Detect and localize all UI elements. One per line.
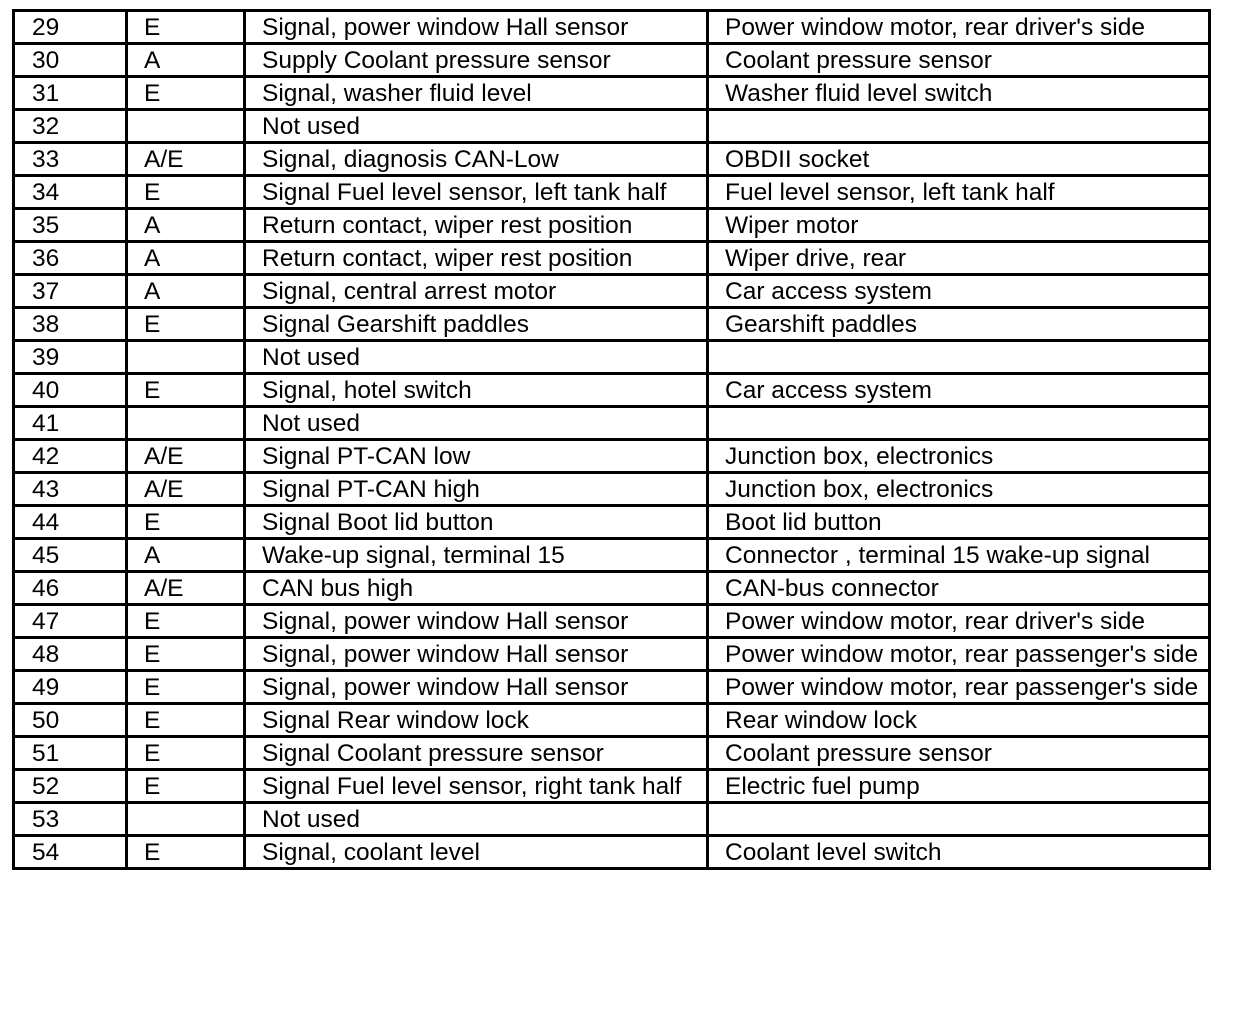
component-cell: Coolant pressure sensor <box>708 44 1210 77</box>
table-row <box>14 407 1210 440</box>
signal-description-cell: Signal, central arrest motor <box>245 275 708 308</box>
signal-type-cell <box>127 407 245 440</box>
signal-type-cell: E <box>127 605 245 638</box>
signal-description-cell: Signal, power window Hall sensor <box>245 11 708 44</box>
table-row <box>14 704 1210 737</box>
signal-description-cell: Signal Fuel level sensor, right tank half <box>245 770 708 803</box>
pin-number-cell: 51 <box>14 737 127 770</box>
signal-type-cell: A <box>127 242 245 275</box>
table-row <box>14 374 1210 407</box>
table-row <box>14 110 1210 143</box>
signal-type-cell: A/E <box>127 473 245 506</box>
signal-type-cell: A/E <box>127 572 245 605</box>
pin-number-cell: 39 <box>14 341 127 374</box>
pin-number-cell: 44 <box>14 506 127 539</box>
signal-description-cell: Wake-up signal, terminal 15 <box>245 539 708 572</box>
signal-type-cell: A <box>127 539 245 572</box>
component-cell: Fuel level sensor, left tank half <box>708 176 1210 209</box>
signal-description-cell: Signal Coolant pressure sensor <box>245 737 708 770</box>
signal-type-cell: E <box>127 836 245 869</box>
signal-description-cell: Not used <box>245 110 708 143</box>
signal-type-cell: A <box>127 44 245 77</box>
table-row <box>14 44 1210 77</box>
pin-number-cell: 35 <box>14 209 127 242</box>
component-cell: Rear window lock <box>708 704 1210 737</box>
pin-number-cell: 46 <box>14 572 127 605</box>
component-cell: Car access system <box>708 275 1210 308</box>
table-row <box>14 770 1210 803</box>
table-row <box>14 176 1210 209</box>
table-row <box>14 308 1210 341</box>
component-cell: Power window motor, rear driver's side <box>708 11 1210 44</box>
signal-description-cell: Signal Boot lid button <box>245 506 708 539</box>
component-cell: Coolant level switch <box>708 836 1210 869</box>
pin-number-cell: 32 <box>14 110 127 143</box>
signal-description-cell: Not used <box>245 803 708 836</box>
component-cell: Connector , terminal 15 wake-up signal <box>708 539 1210 572</box>
pin-number-cell: 36 <box>14 242 127 275</box>
signal-description-cell: Not used <box>245 407 708 440</box>
pin-number-cell: 29 <box>14 11 127 44</box>
component-cell: Power window motor, rear passenger's side <box>708 638 1210 671</box>
pin-number-cell: 31 <box>14 77 127 110</box>
signal-type-cell: E <box>127 737 245 770</box>
component-cell: OBDII socket <box>708 143 1210 176</box>
pin-number-cell: 49 <box>14 671 127 704</box>
signal-description-cell: CAN bus high <box>245 572 708 605</box>
signal-description-cell: Signal, power window Hall sensor <box>245 671 708 704</box>
table-row <box>14 143 1210 176</box>
signal-type-cell: A <box>127 209 245 242</box>
pin-number-cell: 38 <box>14 308 127 341</box>
pin-number-cell: 48 <box>14 638 127 671</box>
signal-description-cell: Signal, coolant level <box>245 836 708 869</box>
signal-description-cell: Signal, diagnosis CAN-Low <box>245 143 708 176</box>
signal-description-cell: Signal PT-CAN high <box>245 473 708 506</box>
component-cell: Wiper motor <box>708 209 1210 242</box>
pin-assignment-table <box>12 9 1211 870</box>
pin-number-cell: 33 <box>14 143 127 176</box>
pin-number-cell: 30 <box>14 44 127 77</box>
pin-number-cell: 45 <box>14 539 127 572</box>
signal-description-cell: Signal, washer fluid level <box>245 77 708 110</box>
table-row <box>14 803 1210 836</box>
signal-description-cell: Signal Fuel level sensor, left tank half <box>245 176 708 209</box>
signal-type-cell: A/E <box>127 143 245 176</box>
signal-type-cell: E <box>127 374 245 407</box>
component-cell: Junction box, electronics <box>708 440 1210 473</box>
table-row <box>14 506 1210 539</box>
pin-number-cell: 53 <box>14 803 127 836</box>
pin-number-cell: 34 <box>14 176 127 209</box>
table-row <box>14 77 1210 110</box>
signal-type-cell: E <box>127 638 245 671</box>
pin-number-cell: 52 <box>14 770 127 803</box>
component-cell: Coolant pressure sensor <box>708 737 1210 770</box>
signal-type-cell: A <box>127 275 245 308</box>
component-cell: Power window motor, rear driver's side <box>708 605 1210 638</box>
signal-type-cell <box>127 803 245 836</box>
signal-type-cell: E <box>127 77 245 110</box>
signal-description-cell: Return contact, wiper rest position <box>245 209 708 242</box>
table-row <box>14 539 1210 572</box>
signal-description-cell: Signal, power window Hall sensor <box>245 605 708 638</box>
pin-number-cell: 42 <box>14 440 127 473</box>
signal-type-cell: E <box>127 506 245 539</box>
signal-type-cell: E <box>127 671 245 704</box>
signal-description-cell: Signal PT-CAN low <box>245 440 708 473</box>
pin-number-cell: 47 <box>14 605 127 638</box>
component-cell <box>708 341 1210 374</box>
signal-type-cell: E <box>127 308 245 341</box>
table-row <box>14 605 1210 638</box>
table-row <box>14 341 1210 374</box>
table-row <box>14 638 1210 671</box>
signal-type-cell <box>127 341 245 374</box>
signal-type-cell <box>127 110 245 143</box>
pin-number-cell: 54 <box>14 836 127 869</box>
signal-description-cell: Supply Coolant pressure sensor <box>245 44 708 77</box>
component-cell: Boot lid button <box>708 506 1210 539</box>
signal-type-cell: E <box>127 11 245 44</box>
pin-number-cell: 43 <box>14 473 127 506</box>
component-cell: Junction box, electronics <box>708 473 1210 506</box>
table-row <box>14 242 1210 275</box>
signal-description-cell: Signal Rear window lock <box>245 704 708 737</box>
table-row <box>14 11 1210 44</box>
pin-number-cell: 37 <box>14 275 127 308</box>
component-cell <box>708 110 1210 143</box>
component-cell: Wiper drive, rear <box>708 242 1210 275</box>
component-cell: Power window motor, rear passenger's side <box>708 671 1210 704</box>
signal-description-cell: Not used <box>245 341 708 374</box>
signal-description-cell: Return contact, wiper rest position <box>245 242 708 275</box>
component-cell: CAN-bus connector <box>708 572 1210 605</box>
table-row <box>14 275 1210 308</box>
signal-description-cell: Signal, hotel switch <box>245 374 708 407</box>
component-cell <box>708 407 1210 440</box>
signal-type-cell: E <box>127 176 245 209</box>
pin-table-body <box>14 11 1210 869</box>
pin-number-cell: 50 <box>14 704 127 737</box>
table-row <box>14 671 1210 704</box>
signal-type-cell: E <box>127 704 245 737</box>
pin-number-cell: 41 <box>14 407 127 440</box>
table-row <box>14 836 1210 869</box>
table-row <box>14 473 1210 506</box>
component-cell: Gearshift paddles <box>708 308 1210 341</box>
signal-type-cell: A/E <box>127 440 245 473</box>
pin-number-cell: 40 <box>14 374 127 407</box>
table-row <box>14 737 1210 770</box>
table-row <box>14 209 1210 242</box>
component-cell: Electric fuel pump <box>708 770 1210 803</box>
component-cell: Car access system <box>708 374 1210 407</box>
signal-description-cell: Signal Gearshift paddles <box>245 308 708 341</box>
table-row <box>14 440 1210 473</box>
component-cell: Washer fluid level switch <box>708 77 1210 110</box>
signal-description-cell: Signal, power window Hall sensor <box>245 638 708 671</box>
signal-type-cell: E <box>127 770 245 803</box>
component-cell <box>708 803 1210 836</box>
table-row <box>14 572 1210 605</box>
